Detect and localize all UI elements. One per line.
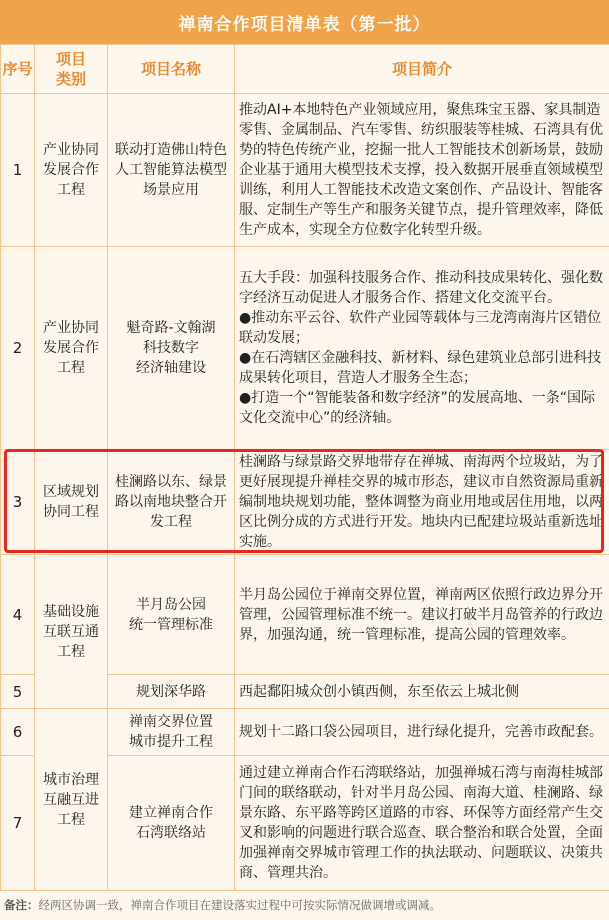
row-desc: 推动AI+本地特色产业领域应用，聚焦珠宝玉器、家具制造零售、金属制品、汽车零售、纺织服装等桂城、石湾具有优势的特色传统产业，挖掘一批人工智能技术创新场景，鼓励企业基于通用大模型技术支撑，投入数据开展垂直领域模型训练，利用人工智能技术改造文案创作、产品设计、智能客服、定制生产等生产和服务关键节点，提升管理效率，降低生产成本，实现全方位数字化转型升级。 [235, 94, 609, 247]
row-category: 产业协同 发展合作 工程 [35, 247, 108, 450]
row-index: 4 [1, 555, 35, 675]
note-text: 经两区协调一致，禅南合作项目在建设落实过程中可按实际情况做调增或调减。 [38, 898, 441, 912]
row-category: 基础设施 互联互通 工程 [35, 555, 108, 709]
row-name: 半月岛公园 统一管理标准 [108, 555, 235, 675]
row-desc: 半月岛公园位于禅南交界位置，禅南两区依照行政边界分开管理，公园管理标准不统一。建议打破半月岛管养的行政边界，加强沟通，统一管理标准，提高公园的管理效率。 [235, 555, 609, 675]
table-row [1, 555, 609, 675]
row-category: 城市治理 互融互进 工程 [35, 709, 108, 891]
row-category: 产业协同 发展合作 工程 [35, 94, 108, 247]
header-index: 序号 [1, 45, 35, 94]
row-name: 建立禅南合作 石湾联络站 [108, 756, 235, 891]
row-category: 区域规划 协同工程 [35, 450, 108, 555]
row-name: 魁奇路-文翰湖 科技数字 经济轴建设 [108, 247, 235, 450]
row-name: 禅南交界位置 城市提升工程 [108, 709, 235, 756]
row-desc: 桂澜路与绿景路交界地带存在禅城、南海两个垃圾站，为了更好展现提升禅桂交界的城市形态，建议市自然资源局重新编制地块规划功能，整体调整为商业用地或居住用地，以两区比例分成的方式进行开发。地块内已配建垃圾站重新选址实施。 [235, 450, 609, 555]
row-desc: 通过建立禅南合作石湾联络站，加强禅城石湾与南海桂城部门间的联络联动，针对半月岛公园、南海大道、桂澜路、绿景东路、东平路等跨区道路的市容、环保等方面经常产生交叉和影响的问题进行联合巡查、联合整治和联合处置，全面加强禅南交界城市管理工作的执法联动、问题联议、决策共商、管理共治。 [235, 756, 609, 891]
header-name: 项目名称 [108, 45, 235, 94]
row-name: 桂澜路以东、绿景 路以南地块整合开 发工程 [108, 450, 235, 555]
table-row [1, 450, 609, 555]
header-desc: 项目简介 [235, 45, 609, 94]
row-index: 3 [1, 450, 35, 555]
row-desc: 五大手段：加强科技服务合作、推动科技成果转化、强化数字经济互动促进人才服务合作、搭建文化交流平台。 ●推动东平云谷、软件产业园等载体与三龙湾南海片区错位联动发展； ●在石湾辖区金融科技、新材料、绿色建筑业总部引进科技成果转化项目，营造人才服务全生态； ●打造一个“智能装备和数字经济”的发展高地、一条“国际文化交流中心”的经济轴。 [235, 247, 609, 450]
project-table [0, 44, 609, 891]
table-title: 禅南合作项目清单表（第一批） [0, 0, 609, 44]
table-row [1, 94, 609, 247]
row-index: 2 [1, 247, 35, 450]
row-index: 7 [1, 756, 35, 891]
header-row [1, 45, 609, 94]
note-label: 备注： [4, 898, 39, 912]
table-row [1, 247, 609, 450]
row-name: 联动打造佛山特色 人工智能算法模型 场景应用 [108, 94, 235, 247]
row-index: 5 [1, 675, 35, 709]
row-index: 1 [1, 94, 35, 247]
footnote [0, 890, 609, 920]
row-desc: 西起鄱阳城众创小镇西侧，东至依云上城北侧 [235, 675, 609, 709]
row-desc: 规划十二路口袋公园项目，进行绿化提升，完善市政配套。 [235, 709, 609, 756]
row-index: 6 [1, 709, 35, 756]
header-category: 项目 类别 [35, 45, 108, 94]
row-name: 规划深华路 [108, 675, 235, 709]
table-row [1, 709, 609, 756]
